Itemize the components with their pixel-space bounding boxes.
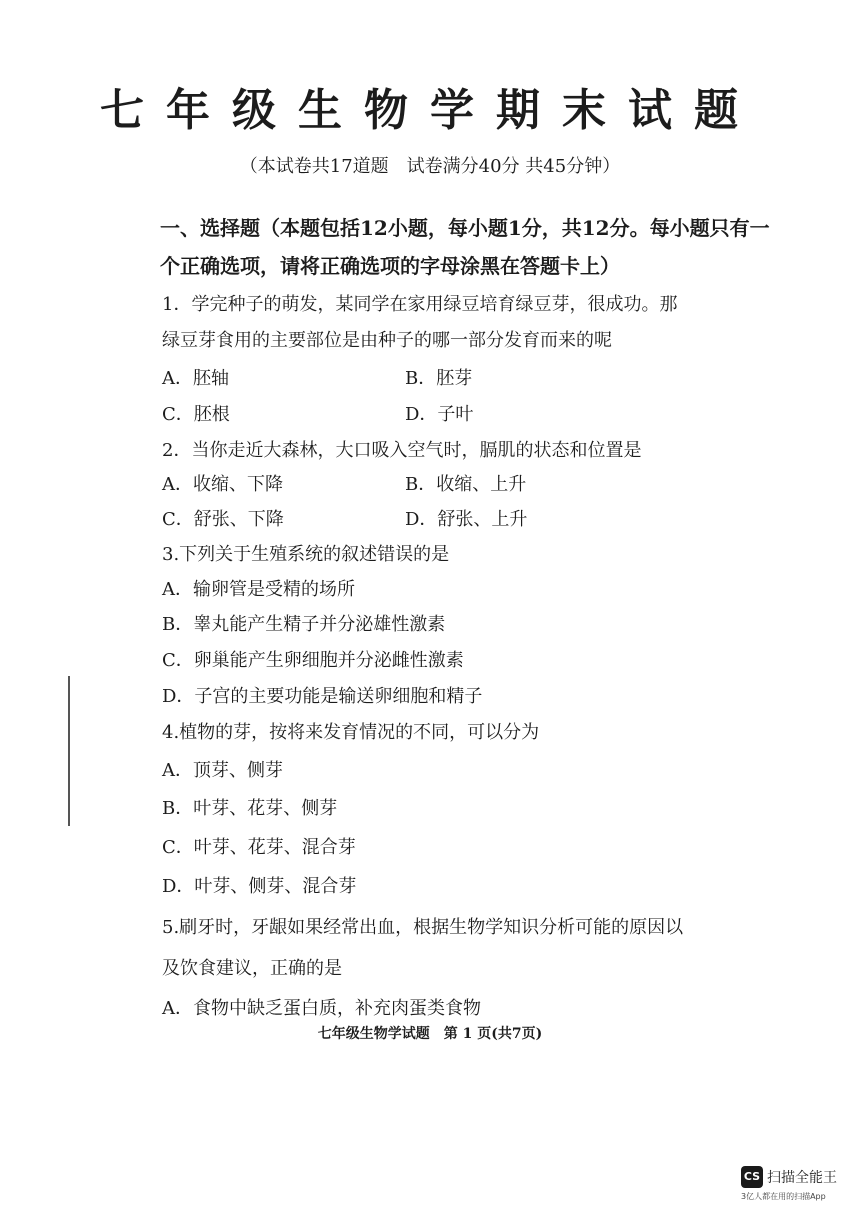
question-3-option-d: D．子宫的主要功能是输送卵细胞和精子 [162, 686, 483, 707]
question-4-option-b: B．叶芽、花芽、侧芽 [162, 798, 338, 819]
question-1-option-a: A．胚轴 [162, 368, 229, 389]
question-1-option-c: C．胚根 [162, 404, 230, 425]
question-1-line-2: 绿豆芽食用的主要部位是由种子的哪一部分发育而来的呢 [162, 330, 612, 351]
watermark-app-name: 扫描全能王 [767, 1170, 837, 1186]
exam-subtitle: （本试卷共17道题 试卷满分40分 共45分钟） [239, 156, 621, 177]
watermark-tagline: 3亿人都在用的扫描App [741, 1192, 826, 1201]
question-1-option-d: D．子叶 [405, 404, 474, 425]
question-3-option-a: A．输卵管是受精的场所 [162, 579, 355, 600]
question-5-option-a: A．食物中缺乏蛋白质，补充肉蛋类食物 [162, 998, 481, 1019]
question-3-line-1: 3.下列关于生殖系统的叙述错误的是 [162, 544, 450, 565]
exam-title: 七年级生物学期末试题 [100, 85, 760, 136]
question-2-option-c: C．舒张、下降 [162, 509, 284, 530]
question-3-option-c: C．卵巢能产生卵细胞并分泌雌性激素 [162, 650, 464, 671]
question-2-option-a: A．收缩、下降 [162, 474, 283, 495]
camscanner-logo-icon: CS [741, 1166, 763, 1188]
question-4-line-1: 4.植物的芽，按将来发育情况的不同，可以分为 [162, 722, 540, 743]
page-footer: 七年级生物学试题 第 1 页(共7页) [317, 1026, 543, 1042]
question-4-option-a: A．顶芽、侧芽 [162, 760, 283, 781]
question-5-line-1: 5.刷牙时，牙龈如果经常出血，根据生物学知识分析可能的原因以 [162, 917, 684, 938]
scan-margin-line [68, 676, 70, 826]
question-1-option-b: B．胚芽 [405, 368, 473, 389]
question-2-option-d: D．舒张、上升 [405, 509, 528, 530]
section-heading-line-2: 个正确选项，请将正确选项的字母涂黑在答题卡上） [160, 254, 620, 278]
scanner-watermark [741, 1166, 851, 1202]
question-2-option-b: B．收缩、上升 [405, 474, 527, 495]
question-5-line-2: 及饮食建议，正确的是 [162, 958, 342, 979]
question-3-option-b: B．睾丸能产生精子并分泌雄性激素 [162, 614, 446, 635]
question-1-line-1: 1．学完种子的萌发，某同学在家用绿豆培育绿豆芽，很成功。那 [162, 294, 678, 315]
question-2-line-1: 2．当你走近大森林，大口吸入空气时，膈肌的状态和位置是 [162, 440, 642, 461]
section-heading-line-1: 一、选择题（本题包括12小题，每小题1分，共12分。每小题只有一 [160, 216, 770, 240]
question-4-option-c: C．叶芽、花芽、混合芽 [162, 837, 356, 858]
question-4-option-d: D．叶芽、侧芽、混合芽 [162, 876, 357, 897]
